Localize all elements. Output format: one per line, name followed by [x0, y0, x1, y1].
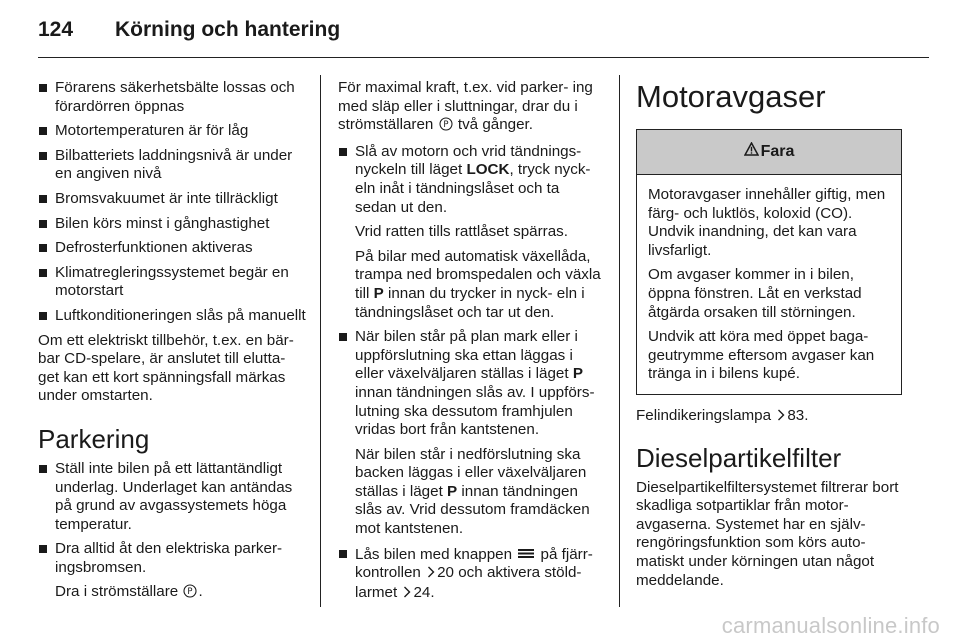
gear-label: P	[373, 284, 384, 302]
list-item	[38, 540, 306, 604]
text: två gånger.	[457, 116, 533, 134]
danger-box	[636, 129, 902, 395]
list-item	[338, 328, 604, 539]
section-heading-parkering: Parkering	[38, 423, 150, 454]
gear-label: P	[447, 482, 458, 500]
list-item	[338, 545, 604, 604]
text: Slå av motorn och vrid tändnings- nyckeln till läget	[355, 142, 582, 179]
running-title: Körning och hantering	[115, 18, 341, 41]
section-heading-dieselpartikelfilter: Dieselpartikelfilter	[636, 442, 842, 473]
paragraph: Undvik att köra med öppet baga- geutrymme eftersom avgaser kan tränga in i bilens kupé.	[648, 328, 875, 383]
sub-paragraph	[355, 446, 604, 539]
sub-paragraph: Vrid ratten tills rattlåset spärras.	[355, 223, 568, 241]
text: innan tändningen slås av. Vrid dessutom framdäcken mot kantstenen.	[355, 482, 590, 538]
text: på fjärr- kontrollen	[355, 545, 593, 582]
paragraph: Om avgaser kommer in i bilen, öppna fönstren. Låt en verkstad åtgärda orsaken till störningen.	[648, 266, 862, 321]
sub-paragraph	[55, 583, 306, 604]
paragraph: Om ett elektriskt tillbehör, t.ex. en bär- bar CD-spelare, är anslutet till elutta- get kan ett kort spänningsfall märkas under omstarten.	[38, 331, 294, 405]
text: Lås bilen med knappen	[355, 545, 513, 563]
text: .	[804, 406, 809, 424]
parking-steps-list	[338, 143, 604, 604]
text: .	[198, 583, 203, 601]
watermark: carmanualsonline.info	[721, 613, 940, 638]
paragraph: Dieselpartikelfiltersystemet filtrerar bort skadliga sotpartiklar från motor- avgaserna. Systemet har en själv- rengöringsfunktion som körs auto- matiskt under körningen utan något meddelande.	[636, 478, 899, 589]
list-item: Motortemperaturen är för låg	[38, 122, 306, 141]
list-item: Defrosterfunktionen aktiveras	[38, 239, 306, 258]
list-item: Förarens säkerhetsbälte lossas och förardörren öppnas	[38, 79, 306, 116]
warning-triangle-icon	[744, 142, 759, 162]
lock-position-label: LOCK	[466, 161, 510, 179]
text: När bilen står på plan mark eller i uppförslutning ska ettan läggas i eller växelväljaren ställas i läget	[355, 328, 578, 383]
section-heading-motoravgaser: Motoravgaser	[636, 79, 826, 114]
sub-paragraph	[355, 248, 604, 322]
danger-title: Fara	[760, 142, 795, 160]
paragraph: Motoravgaser innehåller giftig, men färg- och luktlös, koloxid (CO). Undvik inandning, det kan vara livsfarligt.	[648, 186, 886, 259]
list-item: Ställ inte bilen på ett lättantändligt underlag. Underlaget kan antändas på grund av avgassystemets höga temperatur.	[38, 460, 306, 534]
text: och aktivera stöld- larmet	[355, 564, 582, 601]
column-3	[636, 79, 902, 596]
parking-brake-switch-icon	[439, 117, 453, 137]
list-item	[338, 143, 604, 322]
text: innan du trycker in nyck- eln i tändningslåset och tar ut den.	[355, 284, 585, 321]
danger-body	[637, 175, 901, 394]
column-2	[338, 79, 604, 609]
list-item: Luftkonditioneringen slås på manuellt	[38, 307, 306, 326]
text: , tryck nyck- eln inåt i tändningslåset och ta sedan ut den.	[355, 161, 591, 216]
list-item: Bilen körs minst i gånghastighet	[38, 215, 306, 234]
text: .	[430, 583, 435, 601]
list-item: Bromsvakuumet är inte tillräckligt	[38, 190, 306, 209]
column-1	[38, 79, 306, 610]
lock-button-icon	[518, 545, 534, 564]
list-item-text: Dra alltid åt den elektriska parker- ingsbromsen.	[55, 540, 283, 576]
header-rule	[38, 57, 929, 58]
page-number: 124	[38, 18, 74, 41]
text: När bilen står i nedförslutning ska backen läggas i eller växelväljaren ställas i läget	[355, 445, 587, 500]
parking-brake-switch-icon	[183, 584, 197, 604]
paragraph	[338, 79, 604, 137]
condition-list	[38, 79, 306, 326]
text: Felindikeringslampa	[636, 406, 772, 424]
page-reference-icon	[777, 408, 785, 427]
svg-text:P: P	[443, 120, 449, 131]
gear-label: P	[572, 365, 583, 383]
column-divider	[320, 75, 321, 607]
svg-text:P: P	[187, 587, 194, 598]
page-reference[interactable]: 20	[437, 564, 454, 582]
page-reference[interactable]: 83	[787, 406, 805, 424]
parking-list	[38, 460, 306, 604]
page-header	[38, 18, 340, 48]
list-item: Klimatregleringssystemet begär en motorstart	[38, 264, 306, 301]
text: För maximal kraft, t.ex. vid parker- ing med släp eller i sluttningar, drar du i strömställaren	[338, 79, 593, 134]
text: Dra i strömställare	[55, 583, 179, 601]
list-item: Bilbatteriets laddningsnivå är under en angiven nivå	[38, 147, 306, 184]
text: På bilar med automatisk växellåda, trampa ned bromspedalen och växla till	[355, 247, 601, 302]
page-reference[interactable]: 24	[413, 583, 431, 601]
danger-header	[637, 130, 901, 175]
page-reference-icon	[403, 585, 411, 604]
text: innan tändningen slås av. I uppförs- lutning ska dessutom framhjulen vridas bort från kantstenen.	[355, 383, 595, 439]
column-divider	[619, 75, 620, 607]
paragraph	[636, 407, 902, 427]
page-reference-icon	[427, 565, 435, 584]
